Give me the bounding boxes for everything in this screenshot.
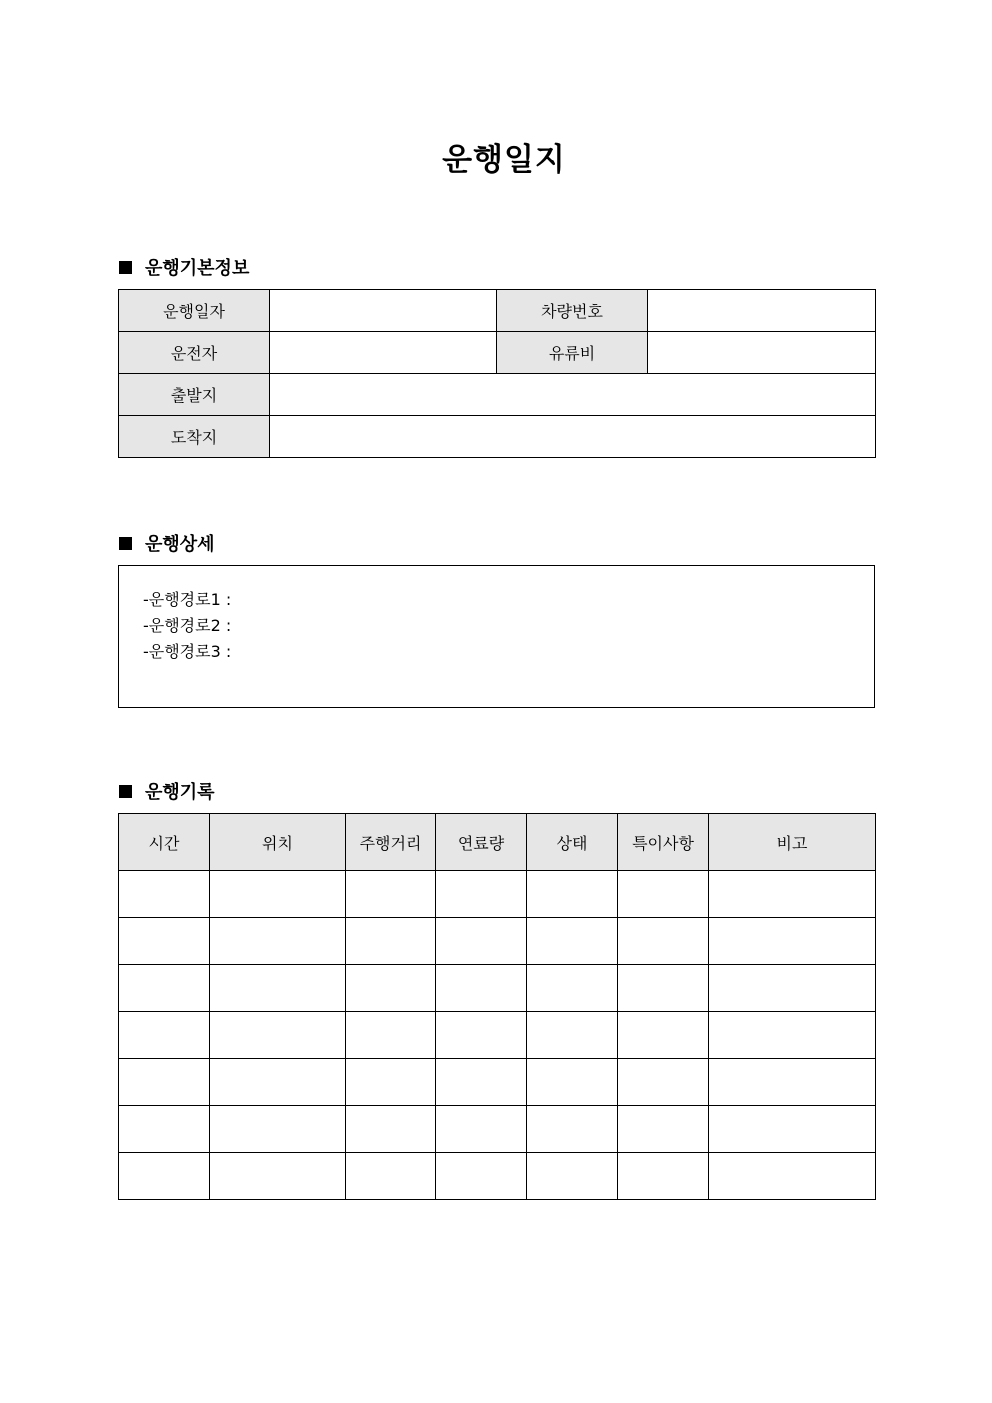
cell-remarks[interactable] — [709, 871, 876, 918]
cell-fuel[interactable] — [436, 1059, 527, 1106]
cell-time[interactable] — [119, 1012, 210, 1059]
cell-fuel[interactable] — [436, 1106, 527, 1153]
cell-status[interactable] — [527, 965, 618, 1012]
cell-distance[interactable] — [346, 1153, 436, 1200]
cell-time[interactable] — [119, 1106, 210, 1153]
cell-status[interactable] — [527, 871, 618, 918]
cell-location[interactable] — [210, 1153, 346, 1200]
section-heading-label: 운행상세 — [145, 534, 215, 555]
cell-location[interactable] — [210, 871, 346, 918]
cell-remarks[interactable] — [709, 1106, 876, 1153]
vehicle-number-field[interactable] — [648, 290, 876, 332]
arrival-field[interactable] — [270, 416, 876, 458]
cell-time[interactable] — [119, 1059, 210, 1106]
cell-status[interactable] — [527, 1059, 618, 1106]
cell-notes[interactable] — [618, 871, 709, 918]
square-bullet-icon — [119, 537, 132, 550]
cell-remarks[interactable] — [709, 918, 876, 965]
square-bullet-icon — [119, 261, 132, 274]
cell-fuel[interactable] — [436, 965, 527, 1012]
departure-label: 출발지 — [119, 374, 270, 416]
square-bullet-icon — [119, 785, 132, 798]
cell-remarks[interactable] — [709, 1012, 876, 1059]
table-row — [119, 965, 876, 1012]
route-line-3: -운행경로3 : — [143, 642, 232, 661]
driver-label: 운전자 — [119, 332, 270, 374]
cell-notes[interactable] — [618, 1059, 709, 1106]
cell-location[interactable] — [210, 918, 346, 965]
header-time: 시간 — [119, 814, 210, 871]
cell-fuel[interactable] — [436, 871, 527, 918]
driving-log-table — [118, 813, 876, 1200]
cell-notes[interactable] — [618, 1012, 709, 1059]
header-remarks: 비고 — [709, 814, 876, 871]
driver-field[interactable] — [270, 332, 497, 374]
cell-remarks[interactable] — [709, 1153, 876, 1200]
fuel-cost-field[interactable] — [648, 332, 876, 374]
cell-remarks[interactable] — [709, 965, 876, 1012]
cell-status[interactable] — [527, 918, 618, 965]
cell-location[interactable] — [210, 1059, 346, 1106]
section-heading-basic-info — [119, 254, 249, 280]
cell-time[interactable] — [119, 871, 210, 918]
cell-status[interactable] — [527, 1106, 618, 1153]
route-line-2: -운행경로2 : — [143, 616, 232, 635]
table-header-row — [119, 814, 876, 871]
table-row — [119, 1059, 876, 1106]
cell-distance[interactable] — [346, 871, 436, 918]
cell-status[interactable] — [527, 1153, 618, 1200]
cell-remarks[interactable] — [709, 1059, 876, 1106]
table-row — [119, 871, 876, 918]
cell-distance[interactable] — [346, 965, 436, 1012]
table-row — [119, 374, 876, 416]
detail-box[interactable] — [118, 565, 875, 708]
cell-fuel[interactable] — [436, 1012, 527, 1059]
table-row — [119, 1153, 876, 1200]
fuel-cost-label: 유류비 — [497, 332, 648, 374]
table-row — [119, 416, 876, 458]
cell-fuel[interactable] — [436, 1153, 527, 1200]
route-line-1: -운행경로1 : — [143, 590, 232, 609]
section-heading-label: 운행기록 — [145, 782, 215, 803]
cell-distance[interactable] — [346, 918, 436, 965]
cell-status[interactable] — [527, 1012, 618, 1059]
cell-distance[interactable] — [346, 1106, 436, 1153]
cell-location[interactable] — [210, 1106, 346, 1153]
departure-field[interactable] — [270, 374, 876, 416]
cell-notes[interactable] — [618, 965, 709, 1012]
cell-notes[interactable] — [618, 1106, 709, 1153]
basic-info-table — [118, 289, 876, 458]
section-heading-detail — [119, 530, 215, 556]
cell-location[interactable] — [210, 965, 346, 1012]
cell-location[interactable] — [210, 1012, 346, 1059]
table-row — [119, 290, 876, 332]
cell-time[interactable] — [119, 1153, 210, 1200]
cell-distance[interactable] — [346, 1012, 436, 1059]
header-location: 위치 — [210, 814, 346, 871]
vehicle-number-label: 차량번호 — [497, 290, 648, 332]
cell-time[interactable] — [119, 965, 210, 1012]
cell-notes[interactable] — [618, 1153, 709, 1200]
cell-fuel[interactable] — [436, 918, 527, 965]
table-row — [119, 1012, 876, 1059]
arrival-label: 도착지 — [119, 416, 270, 458]
header-status: 상태 — [527, 814, 618, 871]
header-distance: 주행거리 — [346, 814, 436, 871]
table-row — [119, 918, 876, 965]
date-label: 운행일자 — [119, 290, 270, 332]
date-field[interactable] — [270, 290, 497, 332]
section-heading-log — [119, 778, 215, 804]
table-row — [119, 1106, 876, 1153]
cell-distance[interactable] — [346, 1059, 436, 1106]
header-notes: 특이사항 — [618, 814, 709, 871]
table-row — [119, 332, 876, 374]
header-fuel: 연료량 — [436, 814, 527, 871]
cell-time[interactable] — [119, 918, 210, 965]
cell-notes[interactable] — [618, 918, 709, 965]
section-heading-label: 운행기본정보 — [145, 258, 250, 279]
page-title: 운행일지 — [442, 142, 566, 178]
